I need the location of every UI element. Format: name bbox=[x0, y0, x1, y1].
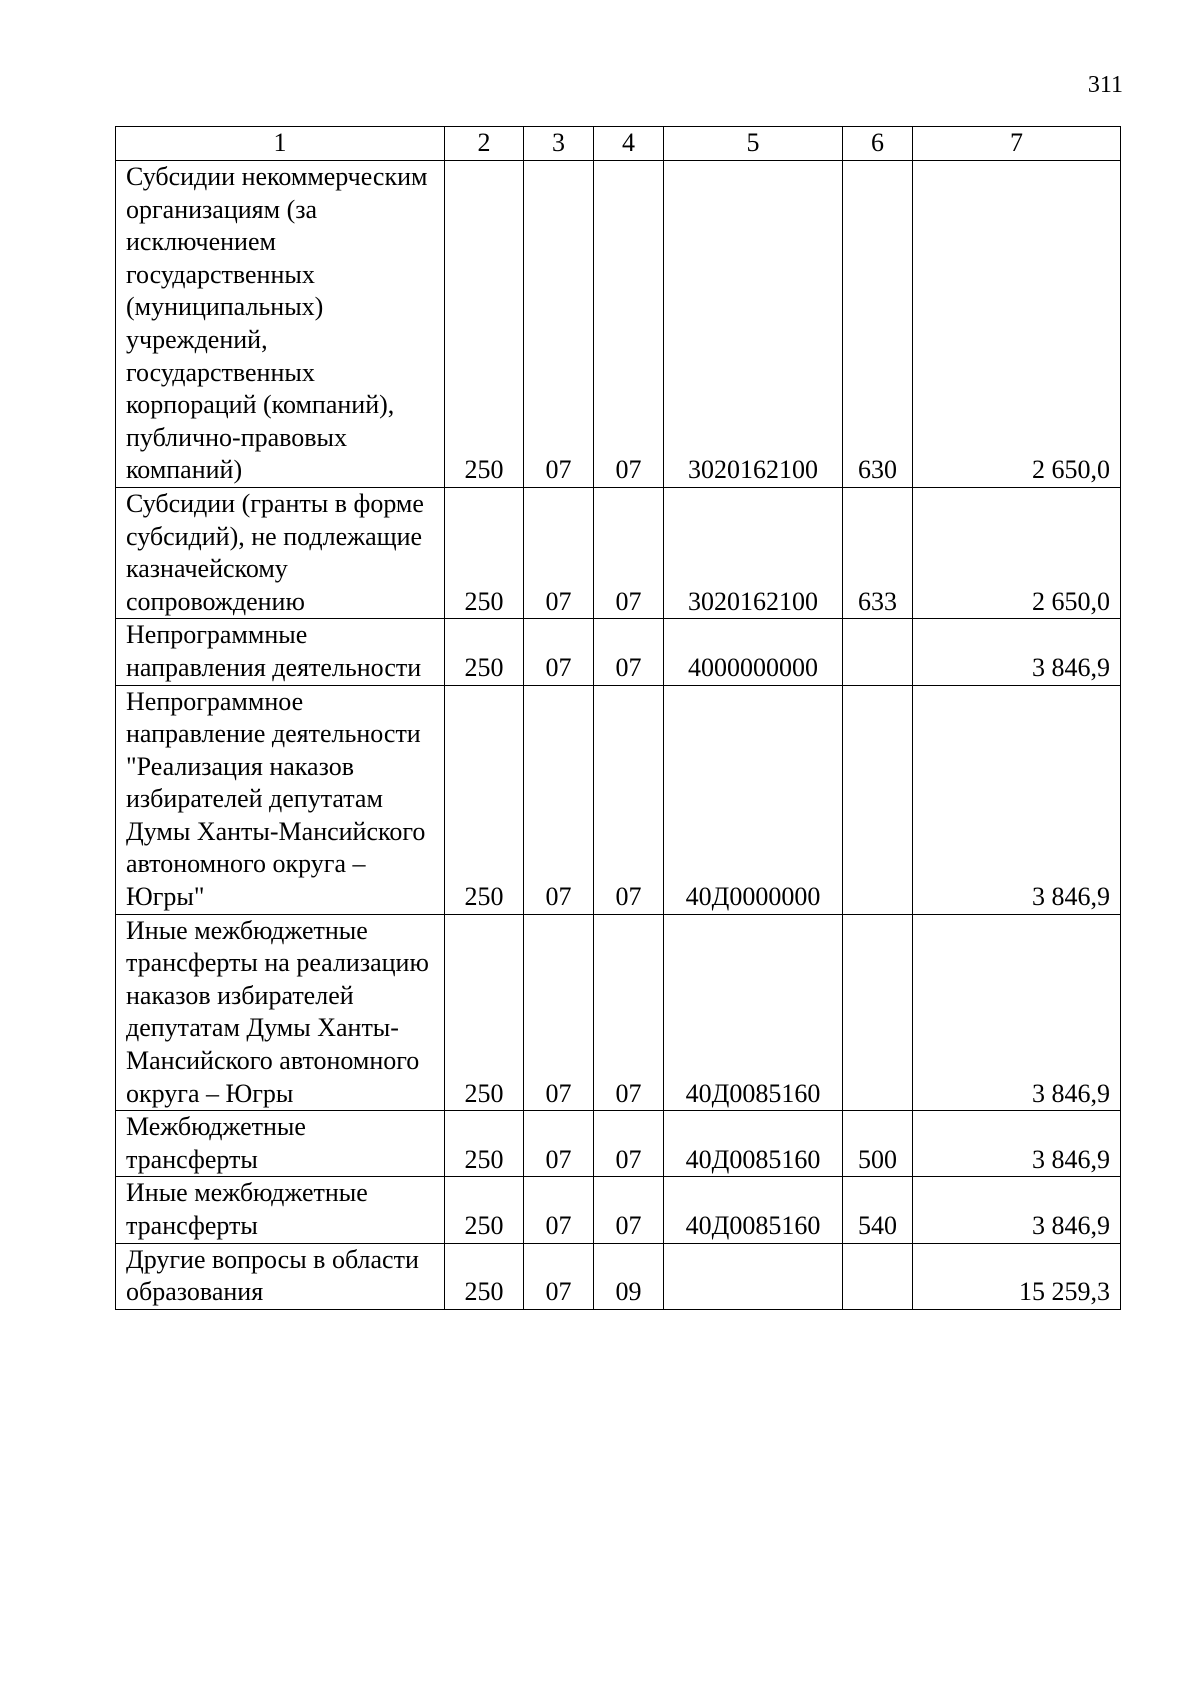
expense-type-cell bbox=[843, 914, 913, 1111]
table-header-row bbox=[116, 127, 1121, 161]
subsection-code-cell: 07 bbox=[594, 161, 664, 488]
ministry-code-cell: 250 bbox=[445, 619, 524, 685]
row-name-cell: Непрограммные направления деятельности bbox=[116, 619, 445, 685]
target-article-cell: 4000000000 bbox=[664, 619, 843, 685]
target-article-cell: 40Д0085160 bbox=[664, 914, 843, 1111]
subsection-code-cell: 09 bbox=[594, 1243, 664, 1309]
row-name-cell: Иные межбюджетные трансферты bbox=[116, 1177, 445, 1243]
subsection-code-cell: 07 bbox=[594, 685, 664, 914]
expense-type-cell: 540 bbox=[843, 1177, 913, 1243]
section-code-cell: 07 bbox=[524, 619, 594, 685]
target-article-cell bbox=[664, 1243, 843, 1309]
subsection-code-cell: 07 bbox=[594, 914, 664, 1111]
subsection-code-cell: 07 bbox=[594, 1111, 664, 1177]
section-code-cell: 07 bbox=[524, 685, 594, 914]
section-code-cell: 07 bbox=[524, 1111, 594, 1177]
section-code-cell: 07 bbox=[524, 914, 594, 1111]
target-article-cell: 3020162100 bbox=[664, 161, 843, 488]
section-code-cell: 07 bbox=[524, 487, 594, 618]
subsection-code-cell: 07 bbox=[594, 619, 664, 685]
table-row bbox=[116, 1243, 1121, 1309]
ministry-code-cell: 250 bbox=[445, 1243, 524, 1309]
target-article-cell: 3020162100 bbox=[664, 487, 843, 618]
row-name-cell: Другие вопросы в области образования bbox=[116, 1243, 445, 1309]
ministry-code-cell: 250 bbox=[445, 914, 524, 1111]
table-row bbox=[116, 1177, 1121, 1243]
column-header-3: 3 bbox=[524, 127, 594, 161]
target-article-cell: 40Д0085160 bbox=[664, 1177, 843, 1243]
amount-cell: 3 846,9 bbox=[913, 1111, 1121, 1177]
amount-cell: 3 846,9 bbox=[913, 1177, 1121, 1243]
budget-table bbox=[115, 126, 1121, 1310]
column-header-6: 6 bbox=[843, 127, 913, 161]
section-code-cell: 07 bbox=[524, 1177, 594, 1243]
target-article-cell: 40Д0085160 bbox=[664, 1111, 843, 1177]
row-name-cell: Субсидии (гранты в форме субсидий), не подлежащие казначейскому сопровождению bbox=[116, 487, 445, 618]
target-article-cell: 40Д0000000 bbox=[664, 685, 843, 914]
table-row bbox=[116, 914, 1121, 1111]
expense-type-cell bbox=[843, 1243, 913, 1309]
expense-type-cell: 500 bbox=[843, 1111, 913, 1177]
column-header-4: 4 bbox=[594, 127, 664, 161]
row-name-cell: Субсидии некоммерческим организациям (за исключением государственных (муниципальных) учреждений, государственных корпораций (компаний), публично-правовых компаний) bbox=[116, 161, 445, 488]
amount-cell: 3 846,9 bbox=[913, 914, 1121, 1111]
section-code-cell: 07 bbox=[524, 161, 594, 488]
amount-cell: 15 259,3 bbox=[913, 1243, 1121, 1309]
expense-type-cell bbox=[843, 685, 913, 914]
page-number: 311 bbox=[1087, 72, 1123, 98]
subsection-code-cell: 07 bbox=[594, 1177, 664, 1243]
ministry-code-cell: 250 bbox=[445, 685, 524, 914]
table-row bbox=[116, 619, 1121, 685]
ministry-code-cell: 250 bbox=[445, 1111, 524, 1177]
table-row bbox=[116, 487, 1121, 618]
expense-type-cell: 630 bbox=[843, 161, 913, 488]
table-row bbox=[116, 161, 1121, 488]
column-header-1: 1 bbox=[116, 127, 445, 161]
amount-cell: 2 650,0 bbox=[913, 161, 1121, 488]
amount-cell: 2 650,0 bbox=[913, 487, 1121, 618]
row-name-cell: Непрограммное направление деятельности "Реализация наказов избирателей депутатам Думы Ханты-Мансийского автономного округа – Югры" bbox=[116, 685, 445, 914]
column-header-2: 2 bbox=[445, 127, 524, 161]
expense-type-cell bbox=[843, 619, 913, 685]
table-row bbox=[116, 1111, 1121, 1177]
table-row bbox=[116, 685, 1121, 914]
row-name-cell: Иные межбюджетные трансферты на реализацию наказов избирателей депутатам Думы Ханты-Мансийского автономного округа – Югры bbox=[116, 914, 445, 1111]
ministry-code-cell: 250 bbox=[445, 1177, 524, 1243]
column-header-7: 7 bbox=[913, 127, 1121, 161]
amount-cell: 3 846,9 bbox=[913, 619, 1121, 685]
column-header-5: 5 bbox=[664, 127, 843, 161]
amount-cell: 3 846,9 bbox=[913, 685, 1121, 914]
subsection-code-cell: 07 bbox=[594, 487, 664, 618]
row-name-cell: Межбюджетные трансферты bbox=[116, 1111, 445, 1177]
section-code-cell: 07 bbox=[524, 1243, 594, 1309]
expense-type-cell: 633 bbox=[843, 487, 913, 618]
ministry-code-cell: 250 bbox=[445, 161, 524, 488]
ministry-code-cell: 250 bbox=[445, 487, 524, 618]
